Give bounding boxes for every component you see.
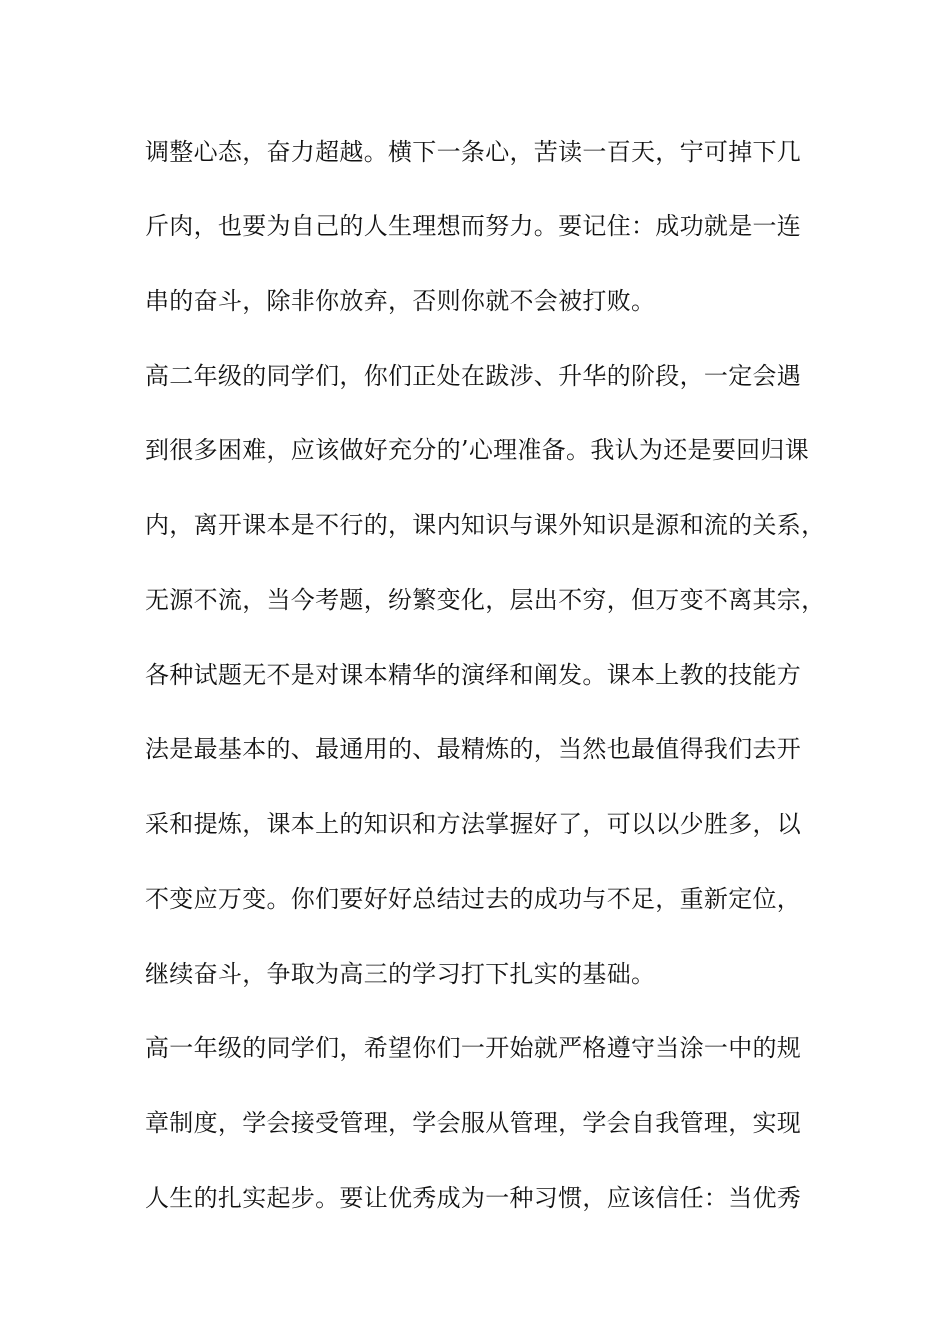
text-line-13: 高一年级的同学们，希望你们一开始就严格遵守当涂一中的规 [145,1034,802,1062]
text-line-12: 继续奋斗，争取为高三的学习打下扎实的基础。 [145,960,656,988]
text-line-1: 调整心态，奋力超越。横下一条心，苦读一百天，宁可掉下几 [145,138,802,166]
text-line-2: 斤肉，也要为自己的人生理想而努力。要记住：成功就是一连 [145,212,802,240]
text-line-3: 串的奋斗，除非你放弃，否则你就不会被打败。 [145,287,656,315]
text-line-14: 章制度，学会接受管理，学会服从管理，学会自我管理，实现 [145,1109,802,1137]
text-line-5: 到很多困难，应该做好充分的’心理准备。我认为还是要回归课 [145,436,810,464]
text-line-6: 内，离开课本是不行的，课内知识与课外知识是源和流的关系， [145,511,826,539]
text-line-15: 人生的扎实起步。要让优秀成为一种习惯，应该信任：当优秀 [145,1184,802,1212]
text-line-10: 采和提炼，课本上的知识和方法掌握好了，可以以少胜多，以 [145,810,802,838]
text-line-11: 不变应万变。你们要好好总结过去的成功与不足，重新定位， [145,885,802,913]
text-line-9: 法是最基本的、最通用的、最精炼的，当然也最值得我们去开 [145,735,802,763]
text-line-8: 各种试题无不是对课本精华的演绎和阐发。课本上教的技能方 [145,661,802,689]
text-line-4: 高二年级的同学们，你们正处在跋涉、升华的阶段，一定会遇 [145,362,802,390]
text-line-7: 无源不流，当今考题，纷繁变化，层出不穷，但万变不离其宗， [145,586,826,614]
